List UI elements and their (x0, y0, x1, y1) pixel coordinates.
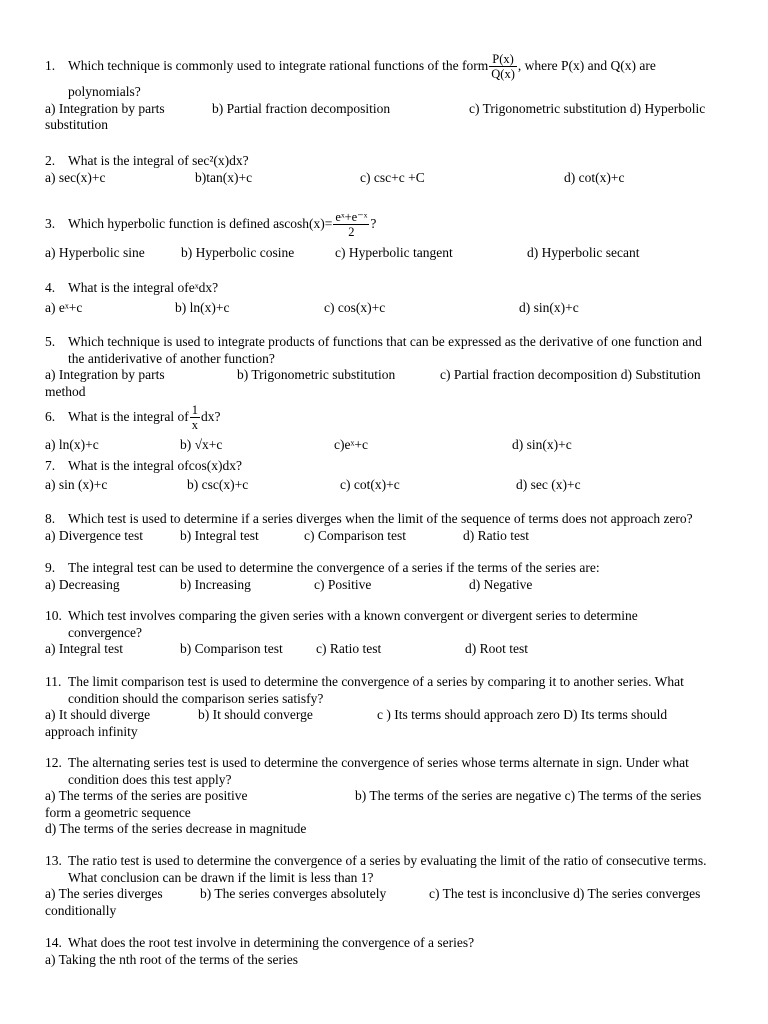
option-a[interactable]: a) Decreasing (45, 576, 120, 592)
option-b[interactable]: b) The series converges absolutely (200, 886, 387, 901)
options-row (45, 788, 735, 805)
question-text-after: ? (370, 216, 377, 231)
option-b[interactable]: b) csc(x)+c (187, 476, 249, 492)
option-c[interactable]: c) cot(x)+c (340, 476, 400, 492)
question-2 (45, 153, 735, 186)
question-text-continued: condition does this test apply? (68, 771, 232, 787)
option-c[interactable]: c) Hyperbolic tangent (335, 245, 453, 260)
question-text: What is the integral of sec²(x)dx? (68, 153, 249, 168)
option-d[interactable]: d) Ratio test (463, 527, 529, 543)
option-a[interactable]: a) Integral test (45, 641, 123, 656)
option-d[interactable]: d) Hyperbolic secant (527, 245, 640, 260)
question-5 (45, 334, 735, 400)
question-number: 5. (45, 334, 56, 349)
options-row (45, 528, 735, 545)
option-a[interactable]: a) sin (x)+c (45, 476, 108, 492)
question-11 (45, 674, 735, 740)
option-wrap: substitution (45, 117, 109, 132)
option-b[interactable]: b) Hyperbolic cosine (181, 245, 295, 260)
question-number: 3. (45, 216, 56, 231)
question-number: 14. (45, 935, 62, 950)
option-a[interactable]: a) Hyperbolic sine (45, 245, 145, 260)
question-number: 12. (45, 755, 62, 770)
option-a[interactable]: a) ln(x)+c (45, 437, 99, 452)
options-row (45, 170, 735, 187)
options-row (45, 101, 735, 118)
option-b[interactable]: b) Partial fraction decomposition (212, 100, 391, 116)
option-a[interactable]: a) sec(x)+c (45, 169, 106, 185)
question-4 (45, 280, 735, 316)
question-14 (45, 935, 735, 968)
question-13 (45, 853, 735, 919)
option-a[interactable]: a) The series diverges (45, 886, 163, 901)
question-number: 9. (45, 560, 56, 575)
options-row (45, 477, 735, 494)
question-7 (45, 458, 735, 493)
question-number: 1. (45, 58, 56, 73)
question-10 (45, 608, 735, 658)
question-text-continued: polynomials? (68, 84, 141, 99)
option-c[interactable]: c ) Its terms should approach zero D) Its terms should (377, 707, 668, 722)
option-c[interactable]: c) The test is inconclusive d) The series converges (429, 886, 701, 901)
option-c[interactable]: c) cos(x)+c (324, 299, 386, 315)
options-row (45, 437, 735, 454)
option-b[interactable]: b)tan(x)+c (195, 169, 253, 185)
question-text: What does the root test involve in determining the convergence of a series? (68, 935, 475, 950)
question-text: The integral test can be used to determine the convergence of a series if the terms of the series are: (68, 560, 600, 575)
options-row (45, 952, 735, 969)
option-b[interactable]: b) It should converge (198, 707, 313, 722)
option-c[interactable]: c) Positive (314, 576, 372, 592)
options-row (45, 886, 735, 903)
option-c[interactable]: c) Trigonometric substitution d) Hyperbolic (469, 100, 706, 116)
question-6 (45, 401, 735, 454)
option-b[interactable]: b) Trigonometric substitution (237, 367, 396, 382)
option-d[interactable]: d) cot(x)+c (564, 169, 625, 185)
question-text: Which test involves comparing the given series with a known convergent or divergent series to determine (68, 608, 638, 623)
option-c[interactable]: c) Partial fraction decomposition d) Substitution (440, 367, 701, 382)
question-number: 10. (45, 608, 62, 623)
option-wrap: form a geometric sequence (45, 804, 191, 820)
options-row (45, 367, 735, 384)
option-a[interactable]: a) Integration by parts (45, 367, 165, 382)
options-row (45, 300, 735, 317)
question-text-after: , where P(x) and Q(x) are (517, 58, 656, 73)
question-text: The limit comparison test is used to determine the convergence of a series by comparing it to another series. What (68, 674, 684, 689)
fraction-denominator: 2 (348, 225, 355, 240)
fraction-numerator: P(x) (489, 52, 517, 67)
option-a[interactable]: a) eˣ+c (45, 299, 83, 315)
question-number: 4. (45, 280, 56, 295)
fraction-denominator: Q(x) (491, 67, 515, 82)
question-number: 6. (45, 409, 56, 424)
option-b[interactable]: b) Increasing (180, 576, 251, 592)
option-wrap: method (45, 383, 86, 399)
question-text: What is the integral ofeˣdx? (68, 280, 219, 295)
option-c[interactable]: c) Comparison test (304, 527, 406, 543)
option-c[interactable]: c) Ratio test (316, 641, 382, 656)
question-number: 8. (45, 511, 56, 526)
question-text-continued: the antiderivative of another function? (68, 350, 275, 366)
options-row (45, 577, 735, 594)
option-a[interactable]: a) Divergence test (45, 527, 143, 543)
question-number: 2. (45, 153, 56, 168)
question-text: The ratio test is used to determine the convergence of a series by evaluating the limit of the ratio of consecutive terms. (68, 853, 707, 868)
fraction (190, 403, 200, 432)
option-a[interactable]: a) The terms of the series are positive (45, 788, 248, 803)
question-text-continued: What conclusion can be drawn if the limit is less than 1? (68, 869, 374, 885)
option-b[interactable]: b) Integral test (180, 527, 259, 543)
question-text: The alternating series test is used to determine the convergence of series whose terms alternate in sign. Under what (68, 755, 689, 770)
question-text: Which technique is used to integrate products of functions that can be expressed as the derivative of one function and (68, 334, 702, 349)
question-text: What is the integral of (68, 409, 189, 424)
fraction (489, 52, 517, 81)
question-number: 7. (45, 458, 56, 473)
question-12 (45, 755, 735, 838)
options-row (45, 707, 735, 724)
option-d[interactable]: d) Root test (465, 641, 528, 656)
option-c[interactable]: c) csc+c +C (360, 169, 425, 185)
question-number: 11. (45, 674, 62, 689)
question-3 (45, 208, 735, 262)
options-row (45, 641, 735, 658)
fraction-numerator: eˣ+e⁻ˣ (335, 210, 368, 225)
question-9 (45, 560, 735, 593)
fraction (333, 210, 369, 239)
option-wrap: approach infinity (45, 723, 138, 739)
options-row (45, 245, 735, 262)
option-d[interactable]: d) sin(x)+c (512, 437, 572, 452)
question-text-continued: convergence? (68, 624, 142, 640)
option-c[interactable]: c)eˣ+c (334, 437, 368, 452)
question-text: Which hyperbolic function is defined ascosh(x)= (68, 216, 333, 231)
question-text: What is the integral ofcos(x)dx? (68, 458, 242, 473)
question-8 (45, 511, 735, 544)
question-text: Which test is used to determine if a series diverges when the limit of the sequence of terms does not approach zero? (68, 511, 693, 526)
option-d[interactable]: d) sec (x)+c (516, 476, 581, 492)
option-d[interactable]: d) The terms of the series decrease in magnitude (45, 821, 307, 836)
option-a[interactable]: a) It should diverge (45, 707, 151, 722)
question-text-continued: condition should the comparison series satisfy? (68, 690, 324, 706)
option-a[interactable]: a) Integration by parts (45, 100, 165, 116)
question-number: 13. (45, 853, 62, 868)
fraction-denominator: x (191, 418, 198, 433)
option-d[interactable]: d) Negative (469, 576, 533, 592)
fraction-numerator: 1 (191, 403, 198, 418)
option-wrap: conditionally (45, 902, 117, 918)
question-1 (45, 50, 735, 134)
option-b[interactable]: b) The terms of the series are negative c) The terms of the series (355, 788, 702, 803)
option-b[interactable]: b) √x+c (180, 437, 223, 452)
question-text: Which technique is commonly used to integrate rational functions of the form (68, 58, 489, 73)
question-text-after: dx? (200, 409, 221, 424)
option-b[interactable]: b) Comparison test (180, 641, 283, 656)
option-b[interactable]: b) ln(x)+c (175, 299, 230, 315)
option-d[interactable]: d) sin(x)+c (519, 299, 579, 315)
option-a[interactable]: a) Taking the nth root of the terms of the series (45, 951, 298, 967)
